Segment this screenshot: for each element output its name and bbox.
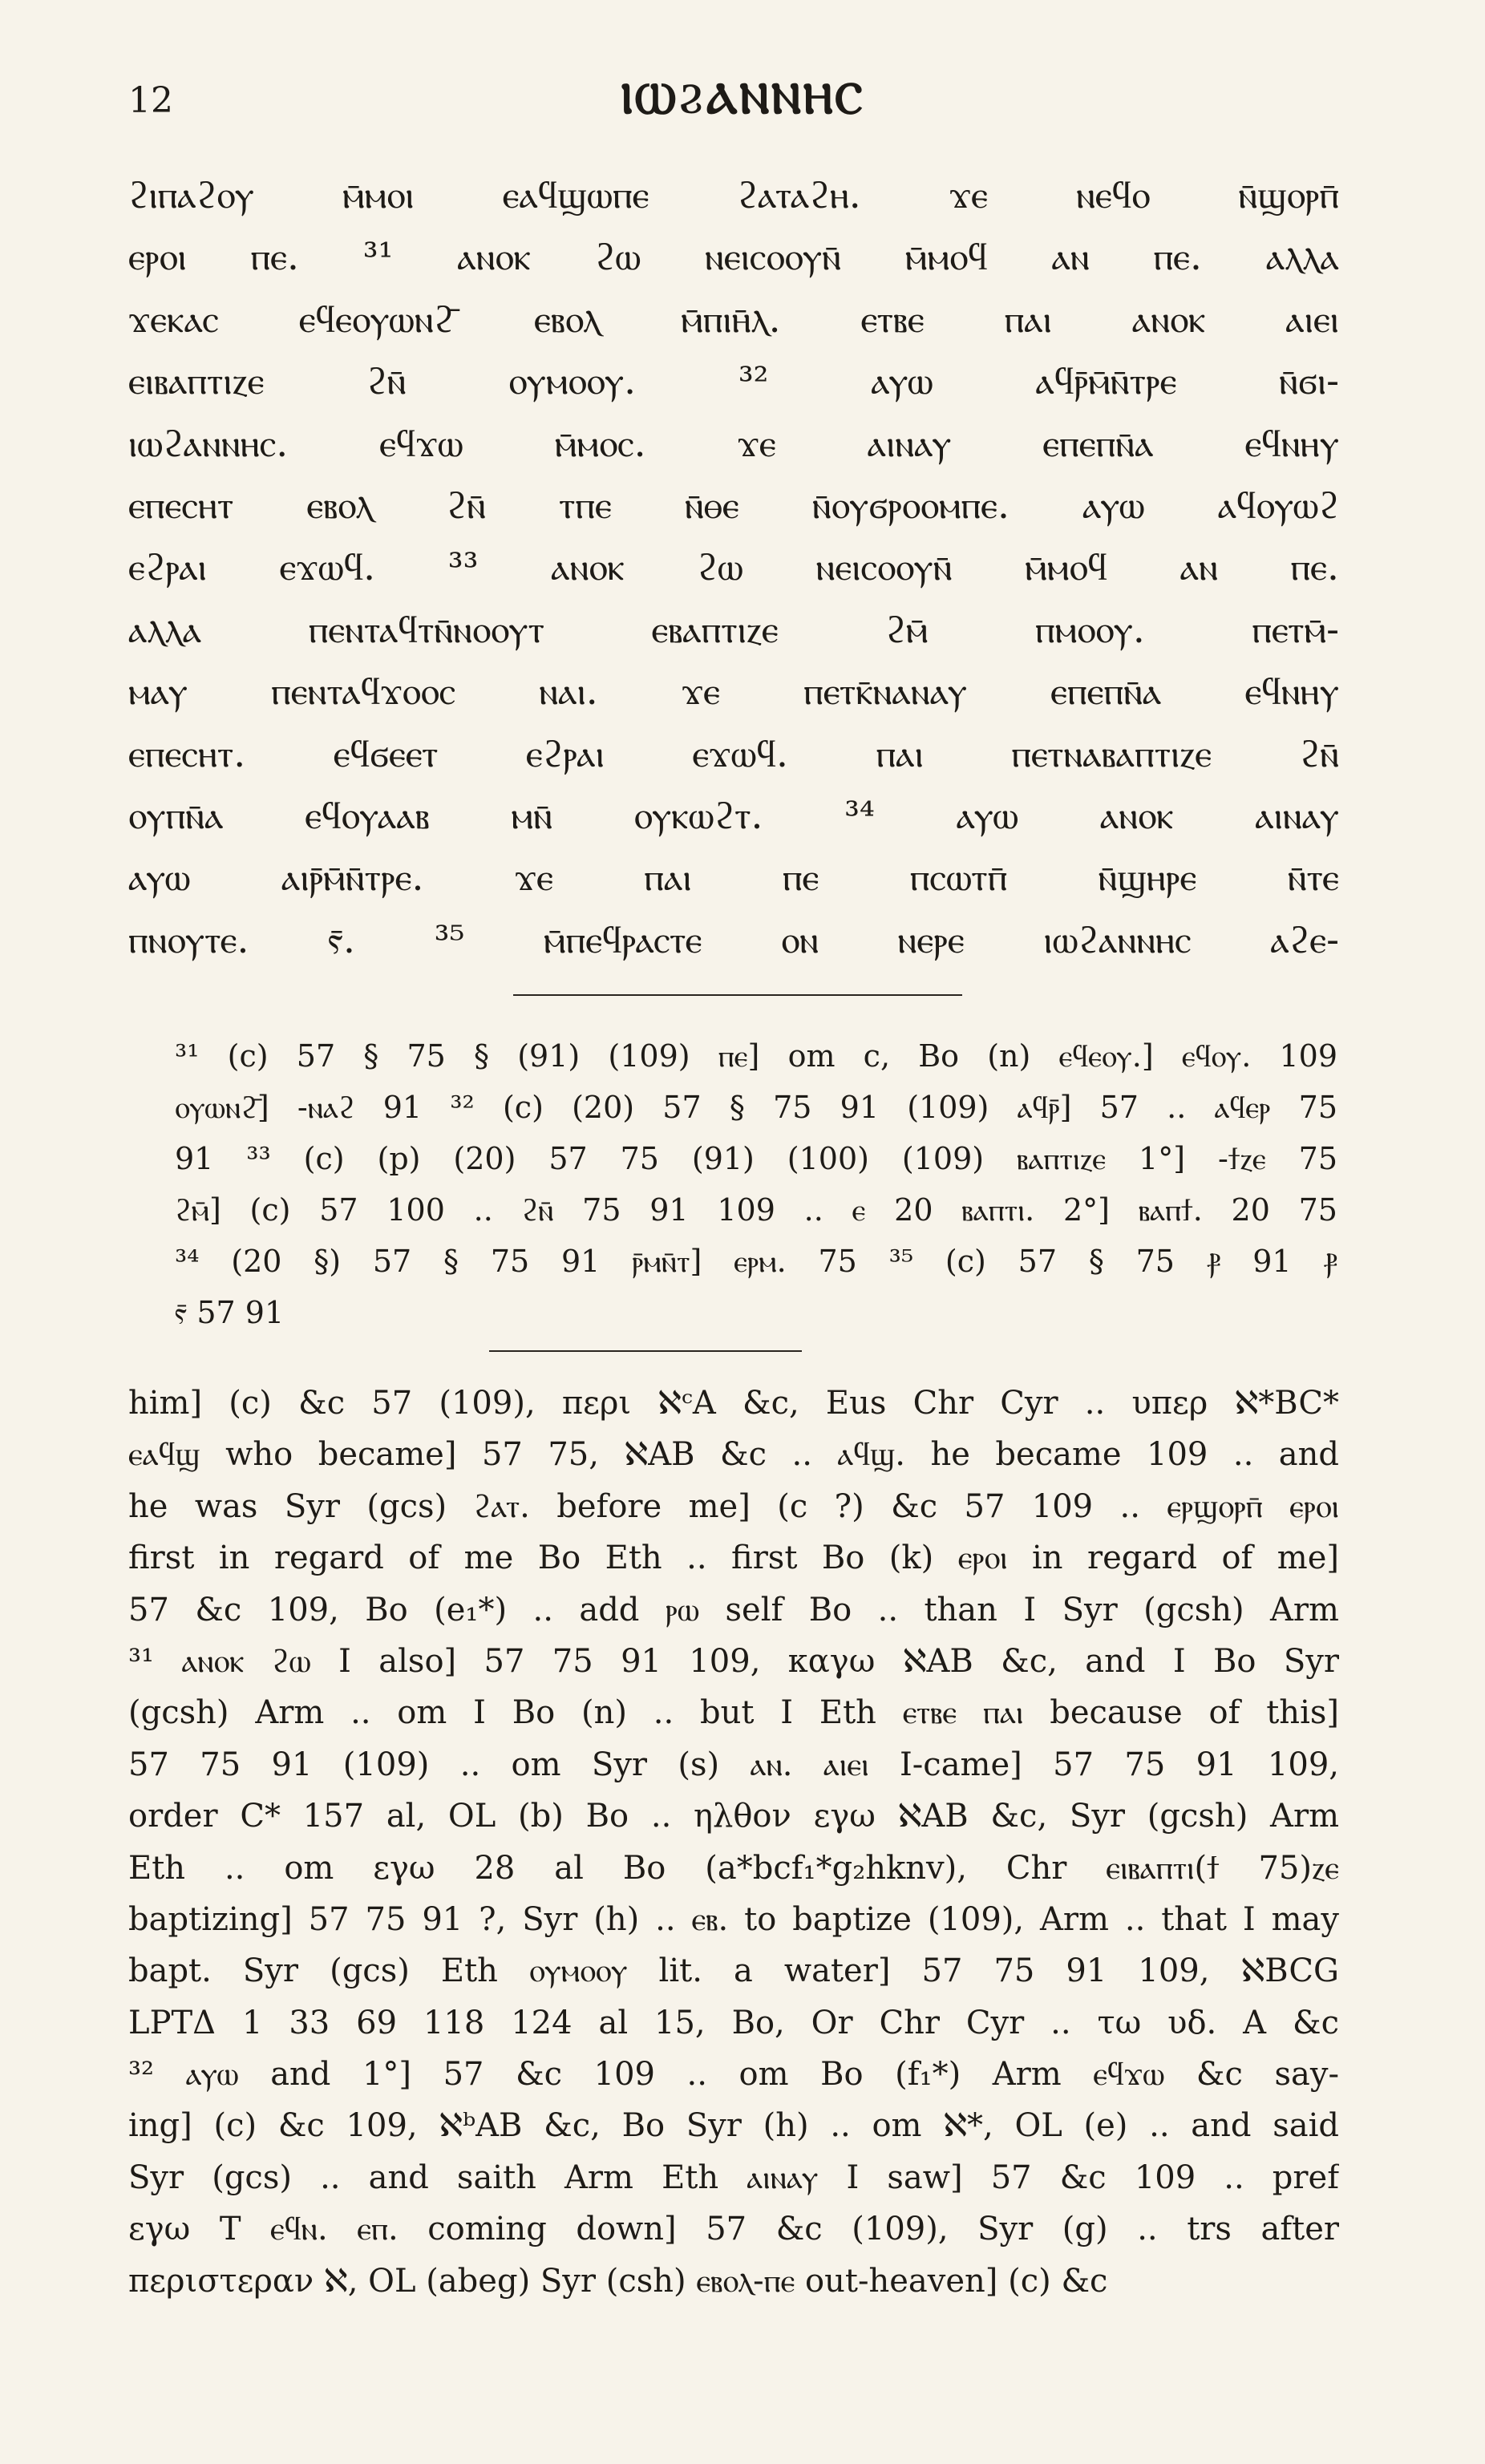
apparatus-line: ³¹ (c) 57 § 75 § (91) (109) ⲡⲉ] om c, Bo (n) ⲉϥⲉⲟⲩ.] ⲉϥⲟⲩ. 109: [175, 1038, 1337, 1074]
note-line: LPTΔ 1 33 69 118 124 al 15, Bo, Or Chr Cyr .. τω υδ. A &c: [128, 2004, 1339, 2041]
note-line: ³² ⲁⲩⲱ and 1°] 57 &c 109 .. om Bo (f₁*) Arm ⲉϥϫⲱ &c say-: [128, 2056, 1339, 2094]
text-line: ⲉⲡⲉⲥⲏⲧ ⲉⲃⲟⲗ ϩⲛ̄ ⲧⲡⲉ ⲛ̄ⲑⲉ ⲛ̄ⲟⲩϭⲣⲟⲟⲙⲡⲉ. ⲁⲩⲱ ⲁϥⲟⲩⲱϩ: [128, 483, 1339, 528]
notes-block: [128, 1378, 1339, 2307]
note-line: he was Syr (gcs) ϩⲁⲧ. before me] (c ?) &c 57 109 .. ⲉⲣϣⲟⲣⲡ̄ ⲉⲣⲟⲓ: [128, 1487, 1339, 1525]
text-line: ϩⲓⲡⲁϩⲟⲩ ⲙ̄ⲙⲟⲓ ⲉⲁϥϣⲱⲡⲉ ϩⲁⲧⲁϩⲏ. ϫⲉ ⲛⲉϥⲟ ⲛ̄ϣⲟⲣⲡ̄: [128, 173, 1339, 217]
note-line: him] (c) &c 57 (109), περι ℵᶜA &c, Eus Chr Cyr .. υπερ ℵ*BC*: [128, 1385, 1339, 1422]
apparatus-line: ⲋ̄ 57 91: [175, 1295, 285, 1330]
text-line: ⲓⲱϩⲁⲛⲛⲏⲥ. ⲉϥϫⲱ ⲙ̄ⲙⲟⲥ. ϫⲉ ⲁⲓⲛⲁⲩ ⲉⲡⲉⲡⲛ̄ⲁ ⲉϥⲛⲏⲩ: [128, 421, 1339, 466]
note-line: Syr (gcs) .. and saith Arm Eth ⲁⲓⲛⲁⲩ I saw] 57 &c 109 .. pref: [128, 2159, 1339, 2196]
page-number: 12: [128, 80, 173, 121]
note-line: περιστεραν ℵ, OL (abeg) Syr (csh) ⲉⲃⲟⲗ-ⲡⲉ out-heaven] (c) &c: [128, 2262, 1108, 2300]
apparatus-line: ³⁴ (20 §) 57 § 75 91 ⲣ̄ⲙⲛ̄ⲧ] ⲉⲣⲙ. 75 ³⁵ (c) 57 § 75 ⳁ 91 ⳁ: [175, 1244, 1337, 1279]
note-line: bapt. Syr (gcs) Eth ⲟⲩⲙⲟⲟⲩ lit. a water] 57 75 91 109, ℵBCG: [128, 1952, 1339, 1990]
running-title: ⲒⲰϨⲀⲚⲚⲎⲤ: [621, 72, 864, 123]
text-line: ⲁⲗⲗⲁ ⲡⲉⲛⲧⲁϥⲧⲛ̄ⲛⲟⲟⲩⲧ ⲉⲃⲁⲡⲧⲓⲍⲉ ϩⲙ̄ ⲡⲙⲟⲟⲩ. ⲡⲉⲧⲙ̄-: [128, 607, 1339, 652]
note-line: 57 75 91 (109) .. om Syr (s) ⲁⲛ. ⲁⲓⲉⲓ I-came] 57 75 91 109,: [128, 1746, 1339, 1783]
note-line: 57 &c 109, Bo (e₁*) .. add ⲣⲱ self Bo .. than I Syr (gcsh) Arm: [128, 1591, 1339, 1629]
text-line: ⲙⲁⲩ ⲡⲉⲛⲧⲁϥϫⲟⲟⲥ ⲛⲁⲓ. ϫⲉ ⲡⲉⲧⲕ̄ⲛⲁⲛⲁⲩ ⲉⲡⲉⲡⲛ̄ⲁ ⲉϥⲛⲏⲩ: [128, 670, 1339, 714]
text-line: ⲉⲡⲉⲥⲏⲧ. ⲉϥϭⲉⲉⲧ ⲉϩⲣⲁⲓ ⲉϫⲱϥ. ⲡⲁⲓ ⲡⲉⲧⲛⲁⲃⲁⲡⲧⲓⲍⲉ ϩⲛ̄: [128, 731, 1339, 776]
note-line: ⲉⲁϥϣ who became] 57 75, ℵAB &c .. ⲁϥϣ. he became 109 .. and: [128, 1436, 1339, 1474]
text-line: ⲡⲛⲟⲩⲧⲉ. ⲋ̄. ³⁵ ⲙ̄ⲡⲉϥⲣⲁⲥⲧⲉ ⲟⲛ ⲛⲉⲣⲉ ⲓⲱϩⲁⲛⲛⲏⲥ ⲁϩⲉ-: [128, 917, 1339, 962]
apparatus-line: ⲟⲩⲱⲛϩ̄] -ⲛⲁϩ 91 ³² (c) (20) 57 § 75 91 (109) ⲁϥⲣ̄] 57 .. ⲁϥⲉⲣ 75: [175, 1090, 1337, 1125]
note-line: ing] (c) &c 109, ℵᵇAB &c, Bo Syr (h) .. om ℵ*, OL (e) .. and said: [128, 2107, 1339, 2145]
note-line: Eth .. om εγω 28 al Bo (a*bcf₁*g₂hknv), Chr ⲉⲓⲃⲁⲡⲧⲓ(ϯ 75)ⲍⲉ: [128, 1849, 1339, 1887]
apparatus-block: [175, 1030, 1337, 1338]
note-line: ³¹ ⲁⲛⲟⲕ ϩⲱ I also] 57 75 91 109, καγω ℵAB &c, and I Bo Syr: [128, 1642, 1339, 1680]
note-line: (gcsh) Arm .. om I Bo (n) .. but I Eth ⲉⲧⲃⲉ ⲡⲁⲓ because of this]: [128, 1694, 1339, 1732]
text-line: ϫⲉⲕⲁⲥ ⲉϥⲉⲟⲩⲱⲛϩ̄ ⲉⲃⲟⲗ ⲙ̄ⲡⲓⲏ̄ⲗ. ⲉⲧⲃⲉ ⲡⲁⲓ ⲁⲛⲟⲕ ⲁⲓⲉⲓ: [128, 297, 1339, 342]
text-line: ⲁⲩⲱ ⲁⲓⲣ̄ⲙ̄ⲛ̄ⲧⲣⲉ. ϫⲉ ⲡⲁⲓ ⲡⲉ ⲡⲥⲱⲧⲡ̄ ⲛ̄ϣⲏⲣⲉ ⲛ̄ⲧⲉ: [128, 856, 1339, 900]
separator-rule-1: [513, 994, 962, 996]
text-line: ⲟⲩⲡⲛ̄ⲁ ⲉϥⲟⲩⲁⲁⲃ ⲙⲛ̄ ⲟⲩⲕⲱϩⲧ. ³⁴ ⲁⲩⲱ ⲁⲛⲟⲕ ⲁⲓⲛⲁⲩ: [128, 793, 1339, 838]
coptic-text-block: [128, 164, 1339, 971]
apparatus-line: 91 ³³ (c) (p) (20) 57 75 (91) (100) (109) ⲃⲁⲡⲧⲓⲍⲉ 1°] -ϯⲍⲉ 75: [175, 1141, 1337, 1176]
note-line: εγω T ⲉϥⲛ. ⲉⲡ. coming down] 57 &c (109), Syr (g) .. trs after: [128, 2211, 1339, 2248]
text-line: ⲉϩⲣⲁⲓ ⲉϫⲱϥ. ³³ ⲁⲛⲟⲕ ϩⲱ ⲛⲉⲓⲥⲟⲟⲩⲛ̄ ⲙ̄ⲙⲟϥ ⲁⲛ ⲡⲉ.: [128, 545, 1339, 590]
note-line: first in regard of me Bo Eth .. first Bo (k) ⲉⲣⲟⲓ in regard of me]: [128, 1539, 1339, 1577]
note-line: baptizing] 57 75 91 ?, Syr (h) .. ⲉⲃ. to baptize (109), Arm .. that I may: [128, 1900, 1339, 1938]
text-line: ⲉⲓⲃⲁⲡⲧⲓⲍⲉ ϩⲛ̄ ⲟⲩⲙⲟⲟⲩ. ³² ⲁⲩⲱ ⲁϥⲣ̄ⲙ̄ⲛ̄ⲧⲣⲉ ⲛ̄ϭⲓ-: [128, 359, 1339, 404]
note-line: order C* 157 al, OL (b) Bo .. ηλθον εγω ℵAB &c, Syr (gcsh) Arm: [128, 1798, 1339, 1835]
separator-rule-2: [489, 1350, 802, 1352]
apparatus-line: ϩⲙ̄] (c) 57 100 .. ϩⲛ̄ 75 91 109 .. ⲉ 20 ⲃⲁⲡⲧⲓ. 2°] ⲃⲁⲡϯ. 20 75: [175, 1192, 1337, 1228]
text-line: ⲉⲣⲟⲓ ⲡⲉ. ³¹ ⲁⲛⲟⲕ ϩⲱ ⲛⲉⲓⲥⲟⲟⲩⲛ̄ ⲙ̄ⲙⲟϥ ⲁⲛ ⲡⲉ. ⲁⲗⲗⲁ: [128, 235, 1339, 280]
